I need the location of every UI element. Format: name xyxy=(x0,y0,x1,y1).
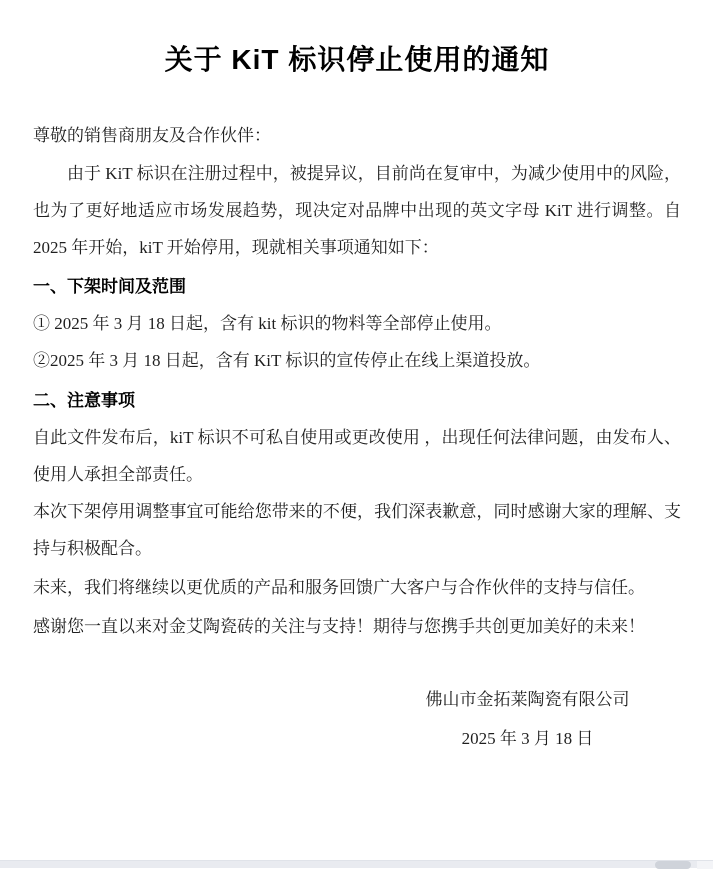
notes-paragraph-liability: 自此文件发布后，kiT 标识不可私自使用或更改使用 ，出现任何法律问题，由发布人、使用人承担全部责任。 xyxy=(33,428,681,484)
section-heading-removal-scope: 一、下架时间及范围 xyxy=(33,277,186,296)
signature-block xyxy=(374,681,681,757)
signature-date: 2025 年 3 月 18 日 xyxy=(461,729,594,748)
notes-paragraph-future: 未来，我们将继续以更优质的产品和服务回馈广大客户与合作伙伴的支持与信任。 xyxy=(33,578,645,597)
intro-paragraph: 由于 KiT 标识在注册过程中，被提异议，目前尚在复审中，为减少使用中的风险，也为了更好地适应市场发展趋势，现决定对品牌中出现的英文字母 KiT 进行调整。自 2025 年开始，kiT 开始停用，现就相关事项通知如下： xyxy=(33,164,681,257)
company-name: 佛山市金拓莱陶瓷有限公司 xyxy=(425,690,630,709)
notes-paragraph-thanks: 感谢您一直以来对金艾陶瓷砖的关注与支持！期待与您携手共创更加美好的未来！ xyxy=(33,617,645,636)
list-item-1: ① 2025 年 3 月 18 日起，含有 kit 标识的物料等全部停止使用。 xyxy=(33,314,502,333)
page-title: 关于 KiT 标识停止使用的通知 xyxy=(164,44,550,75)
greeting-line: 尊敬的销售商朋友及合作伙伴： xyxy=(33,126,271,145)
horizontal-scrollbar-track[interactable] xyxy=(0,860,713,868)
list-item-2: ②2025 年 3 月 18 日起，含有 KiT 标识的宣传停止在线上渠道投放。 xyxy=(33,351,541,370)
notes-paragraph-apology: 本次下架停用调整事宜可能给您带来的不便，我们深表歉意，同时感谢大家的理解、支持与积极配合。 xyxy=(33,502,681,558)
section-heading-notes: 二、注意事项 xyxy=(33,391,135,410)
